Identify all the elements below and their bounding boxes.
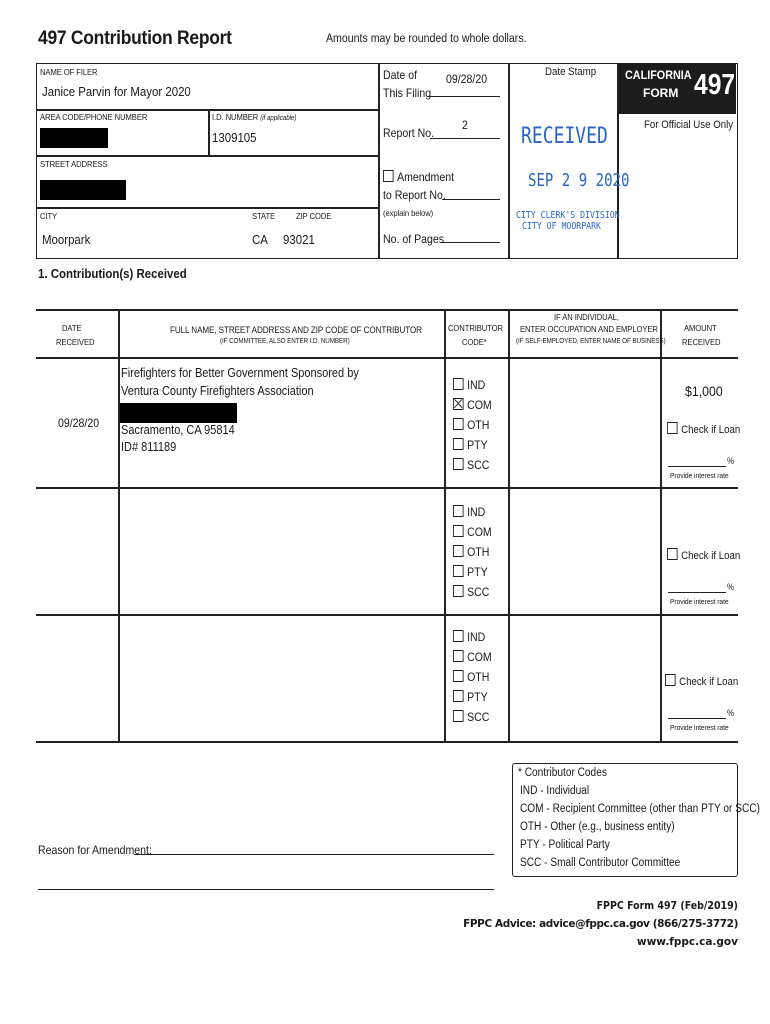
date-filing-label-2: This Filing [383,86,432,100]
loan-checkbox[interactable] [665,674,676,686]
badge-number: 497 [694,69,736,101]
col-occ-note: (IF SELF-EMPLOYED, ENTER NAME OF BUSINESS) [516,338,666,345]
col-name-note: (IF COMMITTEE, ALSO ENTER I.D. NUMBER) [220,338,350,345]
col-code-2: CODE* [462,337,487,347]
form-title: 497 Contribution Report [38,28,232,49]
row3-code-oth[interactable]: OTH [453,667,492,687]
row1-code-pty[interactable]: PTY [453,435,492,455]
amendment-checkbox[interactable] [383,170,394,182]
pages-label: No. of Pages [383,232,445,246]
row2-code-com[interactable]: COM [453,522,492,542]
state-value: CA [252,232,268,247]
received-stamp: RECEIVED [521,124,608,149]
footer-website: www.fppc.ca.gov [636,936,738,948]
redacted-contributor-street [120,403,237,423]
row3-code-ind[interactable]: IND [453,627,492,647]
loan-checkbox[interactable] [667,548,678,560]
street-label: STREET ADDRESS [40,159,108,169]
col-amt-1: AMOUNT [684,323,717,333]
amendment-reason-label: Reason for Amendment: [38,843,152,857]
footer-advice: FPPC Advice: advice@fppc.ca.gov (866/275-3772) [463,918,738,930]
legend-item: IND - Individual [520,785,590,797]
amendment-note: (explain below) [383,208,434,218]
redacted-street [40,180,126,200]
row2-code-oth[interactable]: OTH [453,542,492,562]
filer-name-label: NAME OF FILER [40,67,98,77]
col-date-1: DATE [62,323,82,333]
row3-code-com[interactable]: COM [453,647,492,667]
stamp-date: SEP 2 9 2020 [528,170,630,191]
row2-pct: % [727,582,735,592]
legend-item: COM - Recipient Committee (other than PTY or SCC) [520,803,760,815]
row1-interest-note: Provide interest rate [670,471,729,480]
id-number: 1309105 [212,130,257,145]
report-no-value: 2 [462,118,468,132]
col-occ-1: IF AN INDIVIDUAL, [554,312,619,322]
id-number-label: I.D. NUMBER (if applicable) [212,112,297,122]
report-no-label: Report No. [383,126,435,140]
row2-code-pty[interactable]: PTY [453,562,492,582]
row1-date: 09/28/20 [58,416,100,430]
col-name: FULL NAME, STREET ADDRESS AND ZIP CODE OF CONTRIBUTOR [170,325,422,335]
row1-code-ind[interactable]: IND [453,375,492,395]
row1-loan[interactable]: Check if Loan [667,422,740,436]
city-label: CITY [40,211,58,221]
row3-pct: % [727,708,735,718]
redacted-phone [40,128,108,148]
legend-title: * Contributor Codes [518,767,607,779]
row1-amount: $1,000 [685,383,723,399]
zip-value: 93021 [283,232,315,247]
row2-code-scc[interactable]: SCC [453,582,492,602]
phone-label: AREA CODE/PHONE NUMBER [40,112,148,122]
legend-item: PTY - Political Party [520,839,610,851]
row1-name-2: Ventura County Firefighters Association [121,384,314,398]
amendment-checkbox-row[interactable]: Amendment [383,170,454,184]
row1-code-scc[interactable]: SCC [453,455,492,475]
col-amt-2: RECEIVED [682,337,721,347]
badge-state: CALIFORNIA [625,68,692,82]
row3-interest-note: Provide interest rate [670,723,729,732]
row2-loan[interactable]: Check if Loan [667,548,740,562]
date-filing-value: 09/28/20 [446,72,488,86]
row3-code-pty[interactable]: PTY [453,687,492,707]
row1-id: ID# 811189 [121,440,177,454]
footer-form-id: FPPC Form 497 (Feb/2019) [596,900,738,912]
row1-code-list [453,375,497,475]
rounding-note: Amounts may be rounded to whole dollars. [326,33,527,45]
state-label: STATE [252,211,276,221]
row2-code-ind[interactable]: IND [453,502,492,522]
row1-city: Sacramento, CA 95814 [121,423,235,437]
row1-pct: % [727,456,735,466]
form-badge [619,64,736,114]
row1-code-oth[interactable]: OTH [453,415,492,435]
city-value: Moorpark [42,232,91,247]
row1-name-1: Firefighters for Better Government Sponsored by [121,366,359,380]
zip-label: ZIP CODE [296,211,332,221]
amendment-reason-line-1[interactable] [134,854,494,855]
date-stamp-label: Date Stamp [545,66,597,78]
amendment-label-2: to Report No. [383,188,446,202]
section-1-title: 1. Contribution(s) Received [38,266,187,281]
col-date-2: RECEIVED [56,337,95,347]
row3-code-list [453,627,497,727]
legend-item: SCC - Small Contributor Committee [520,857,681,869]
row1-code-com[interactable]: COM [453,395,492,415]
loan-checkbox[interactable] [667,422,678,434]
checked-box-icon[interactable] [453,398,464,410]
official-use-label: For Official Use Only [644,119,734,131]
row2-interest-note: Provide interest rate [670,597,729,606]
stamp-line-2: CITY OF MOORPARK [522,221,601,232]
row2-code-list [453,502,497,602]
amendment-reason-line-2[interactable] [38,889,494,890]
stamp-line-1: CITY CLERK'S DIVISION [516,210,620,221]
filer-name: Janice Parvin for Mayor 2020 [42,84,191,99]
row3-loan[interactable]: Check if Loan [665,674,738,688]
col-occ-2: ENTER OCCUPATION AND EMPLOYER [520,324,658,334]
col-code-1: CONTRIBUTOR [448,323,503,333]
badge-form: FORM [643,86,679,100]
date-filing-label-1: Date of [383,68,418,82]
row3-code-scc[interactable]: SCC [453,707,492,727]
legend-item: OTH - Other (e.g., business entity) [520,821,675,833]
